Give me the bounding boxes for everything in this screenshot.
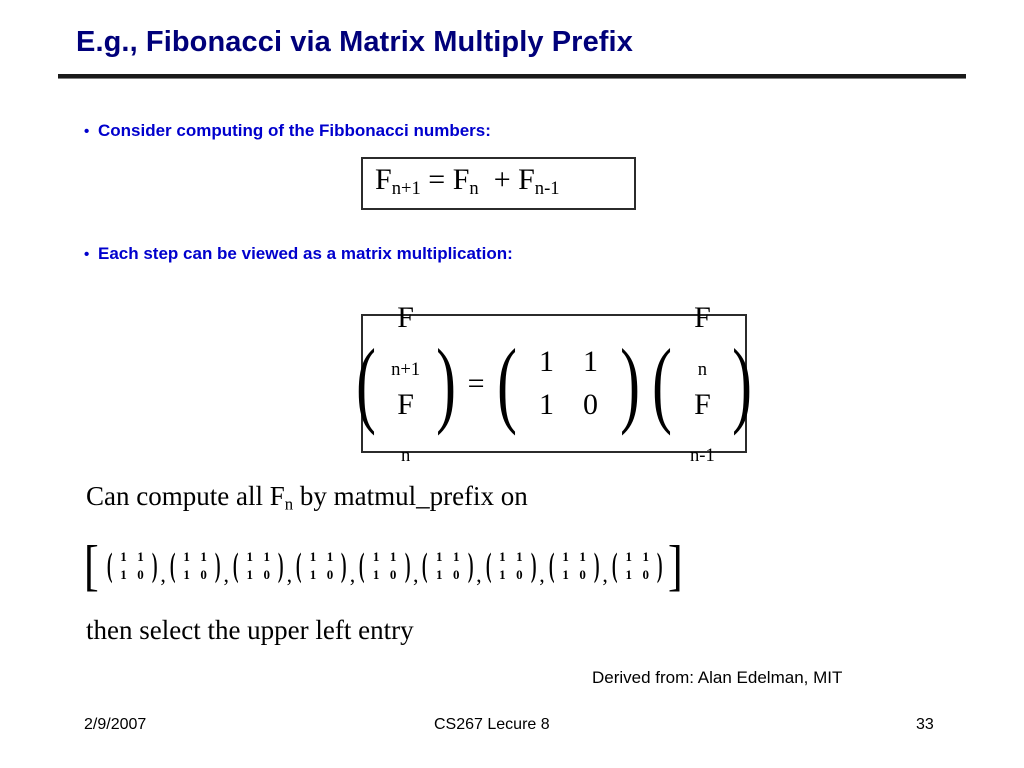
compute-prefix: Can compute all F — [86, 481, 285, 511]
scalar-lhs: F — [375, 163, 392, 196]
small-matrix-row — [494, 566, 528, 584]
small-matrix-cells — [115, 548, 149, 583]
matrix-row-2 — [524, 384, 612, 427]
left-vector-row-1 — [384, 297, 428, 383]
small-matrix-cell-21: 1 — [625, 567, 632, 582]
list-item — [293, 548, 350, 583]
matrix-list-items — [104, 546, 666, 587]
small-matrix-cell-22: 0 — [200, 567, 207, 582]
matrix-equals: = — [467, 366, 485, 400]
small-matrix-cell-11: 1 — [499, 549, 506, 565]
small-matrix-cell-22: 0 — [137, 567, 144, 582]
bullet-dot-icon: • — [84, 123, 90, 140]
small-matrix-cell-11: 1 — [120, 549, 127, 565]
coefficient-matrix-cells — [522, 341, 614, 426]
right-vector — [646, 297, 758, 469]
list-separator: , — [602, 561, 608, 587]
small-matrix-cell-21: 1 — [372, 567, 380, 582]
paren-open-icon: ( — [232, 546, 239, 584]
bracket-open-icon: [ — [83, 534, 99, 597]
small-matrix-cells — [241, 548, 275, 583]
small-matrix-row — [431, 566, 465, 584]
small-matrix-row — [241, 548, 275, 566]
text-then-select: then select the upper left entry — [86, 615, 414, 645]
paren-open-icon: ( — [496, 329, 517, 437]
small-matrix-cell-21: 1 — [120, 567, 127, 582]
small-matrix-cell-21: 1 — [309, 567, 317, 582]
small-matrix-cell-12: 1 — [389, 549, 397, 565]
list-separator: , — [160, 561, 166, 587]
small-matrix-cell-21: 1 — [246, 567, 254, 582]
paren-close-icon: ) — [404, 546, 411, 584]
paren-open-icon: ( — [485, 546, 492, 584]
paren-close-icon: ) — [467, 546, 474, 584]
list-item — [546, 548, 603, 583]
small-matrix-cell-12: 1 — [453, 549, 460, 565]
small-matrix-row — [241, 566, 275, 584]
scalar-term2-sub: n-1 — [534, 178, 560, 200]
small-matrix-row — [557, 548, 591, 566]
lv-c2-sub: n — [400, 445, 411, 467]
small-matrix-row — [115, 548, 149, 566]
small-matrix-row — [494, 548, 528, 566]
small-matrix-cells — [304, 548, 338, 583]
matrix-cell-11: 1 — [538, 344, 554, 378]
attribution-text: Derived from: Alan Edelman, MIT — [592, 668, 843, 687]
matrix-row-1 — [524, 341, 612, 384]
paren-open-icon: ( — [359, 546, 365, 584]
left-vector-cell-1 — [384, 297, 428, 383]
right-vector-cell-2 — [680, 384, 724, 470]
matrix-formula-box — [355, 301, 753, 467]
matrix-cell-22: 0 — [582, 387, 598, 421]
left-vector-cell-2 — [384, 384, 428, 470]
small-matrix-row — [620, 548, 654, 566]
small-matrix-row — [557, 566, 591, 584]
paren-close-icon: ) — [278, 546, 284, 584]
matrix-cell-12: 1 — [582, 344, 598, 378]
small-matrix-cells — [557, 548, 591, 583]
paren-open-icon: ( — [295, 546, 302, 584]
scalar-formula-box — [361, 157, 636, 210]
small-matrix-cells — [494, 548, 528, 583]
small-matrix-row — [178, 548, 212, 566]
text-compute-all — [86, 481, 528, 515]
scalar-term1: F — [452, 163, 470, 196]
right-vector-cell-1 — [680, 297, 724, 383]
rv-c1-base: F — [694, 301, 711, 335]
paren-close-icon: ) — [732, 329, 753, 437]
list-separator: , — [223, 561, 229, 587]
compute-sub: n — [284, 494, 294, 514]
small-matrix-cells — [620, 548, 654, 583]
small-matrix-cell-12: 1 — [642, 549, 649, 565]
list-item — [230, 548, 287, 583]
paren-close-icon: ) — [151, 546, 158, 584]
list-separator: , — [286, 561, 293, 587]
paren-open-icon: ( — [652, 329, 673, 437]
small-matrix-cell-12: 1 — [326, 549, 334, 565]
right-vector-cells — [678, 297, 726, 469]
small-matrix-cell-22: 0 — [579, 567, 586, 582]
small-matrix-cell-21: 1 — [183, 567, 190, 582]
small-matrix-cells — [431, 548, 465, 583]
matrix-formula — [355, 301, 753, 467]
small-matrix-cell-11: 1 — [183, 549, 190, 565]
small-matrix-row — [304, 548, 338, 566]
small-matrix-cell-22: 0 — [516, 567, 523, 582]
right-vector-row-1 — [680, 297, 724, 383]
bracket-close-icon: ] — [667, 534, 683, 597]
paren-close-icon: ) — [657, 546, 663, 584]
list-item — [609, 548, 666, 583]
left-vector — [350, 297, 462, 469]
paren-close-icon: ) — [593, 546, 600, 584]
footer-date: 2/9/2007 — [84, 716, 147, 733]
small-matrix-cell-11: 1 — [372, 549, 380, 565]
rv-c2-sub: n-1 — [690, 445, 715, 467]
paren-close-icon: ) — [341, 546, 347, 584]
footer-course: CS267 Lecure 8 — [434, 716, 550, 733]
small-matrix-row — [178, 566, 212, 584]
small-matrix-cell-22: 0 — [453, 567, 460, 582]
bullet-item-2 — [84, 244, 513, 264]
small-matrix-cell-21: 1 — [499, 567, 506, 582]
scalar-term1-sub: n — [469, 178, 479, 200]
paren-open-icon: ( — [548, 546, 555, 584]
small-matrix-cell-12: 1 — [137, 549, 144, 565]
paren-close-icon: ) — [530, 546, 537, 584]
small-matrix-row — [368, 548, 402, 566]
list-separator: , — [476, 561, 482, 587]
paren-open-icon: ( — [106, 546, 113, 584]
lv-c1-base: F — [397, 301, 414, 335]
right-vector-row-2 — [680, 384, 724, 470]
small-matrix-row — [620, 566, 654, 584]
matrix-cell-21: 1 — [538, 387, 554, 421]
small-matrix-cell-12: 1 — [263, 549, 271, 565]
paren-close-icon: ) — [620, 329, 641, 437]
small-matrix-cell-22: 0 — [389, 567, 397, 582]
scalar-equals: = — [428, 163, 446, 196]
list-separator: , — [412, 561, 419, 587]
bullet-dot-icon: • — [84, 246, 90, 263]
bullet-label-2: Each step can be viewed as a matrix multiplication: — [98, 244, 513, 263]
small-matrix-cell-22: 0 — [642, 567, 649, 582]
list-item — [356, 548, 413, 583]
lv-c1-sub: n+1 — [391, 359, 421, 381]
small-matrix-cell-12: 1 — [516, 549, 523, 565]
bullet-label-1: Consider computing of the Fibbonacci numbers: — [98, 121, 491, 140]
small-matrix-row — [431, 548, 465, 566]
list-separator: , — [349, 561, 356, 587]
paren-open-icon: ( — [422, 546, 428, 584]
small-matrix-cell-11: 1 — [246, 549, 254, 565]
paren-open-icon: ( — [611, 546, 618, 584]
matrix-list — [82, 535, 782, 597]
small-matrix-row — [368, 566, 402, 584]
small-matrix-cells — [178, 548, 212, 583]
small-matrix-row — [304, 566, 338, 584]
rv-c2-base: F — [694, 387, 711, 421]
bullet-item-1 — [84, 121, 491, 141]
small-matrix-cell-22: 0 — [326, 567, 334, 582]
small-matrix-cell-11: 1 — [309, 549, 317, 565]
small-matrix-cell-21: 1 — [562, 567, 569, 582]
scalar-lhs-sub: n+1 — [391, 178, 421, 200]
left-vector-row-2 — [384, 384, 428, 470]
list-separator: , — [539, 561, 545, 587]
paren-open-icon: ( — [169, 546, 176, 584]
small-matrix-cell-11: 1 — [436, 549, 443, 565]
small-matrix-cell-12: 1 — [200, 549, 207, 565]
scalar-formula — [375, 163, 560, 200]
rv-c1-sub: n — [697, 359, 708, 381]
lv-c2-base: F — [397, 387, 414, 421]
small-matrix-cells — [368, 548, 402, 583]
paren-open-icon: ( — [355, 329, 376, 437]
footer-page-number: 33 — [916, 716, 934, 733]
list-item — [419, 548, 476, 583]
small-matrix-cell-12: 1 — [579, 549, 586, 565]
list-item — [167, 548, 224, 583]
left-vector-cells — [382, 297, 430, 469]
small-matrix-cell-22: 0 — [263, 567, 271, 582]
list-item — [104, 548, 161, 583]
small-matrix-cell-11: 1 — [562, 549, 569, 565]
paren-close-icon: ) — [435, 329, 456, 437]
scalar-plus: + — [493, 163, 511, 196]
coefficient-matrix — [491, 329, 647, 437]
small-matrix-cell-21: 1 — [436, 567, 443, 582]
compute-suffix: by matmul_prefix on — [293, 481, 528, 511]
small-matrix-cell-11: 1 — [625, 549, 632, 565]
paren-close-icon: ) — [214, 546, 221, 584]
scalar-term2: F — [518, 163, 535, 196]
list-item — [483, 548, 540, 583]
small-matrix-row — [115, 566, 149, 584]
page-title: E.g., Fibonacci via Matrix Multiply Prefix — [76, 26, 633, 58]
title-divider — [58, 74, 966, 79]
